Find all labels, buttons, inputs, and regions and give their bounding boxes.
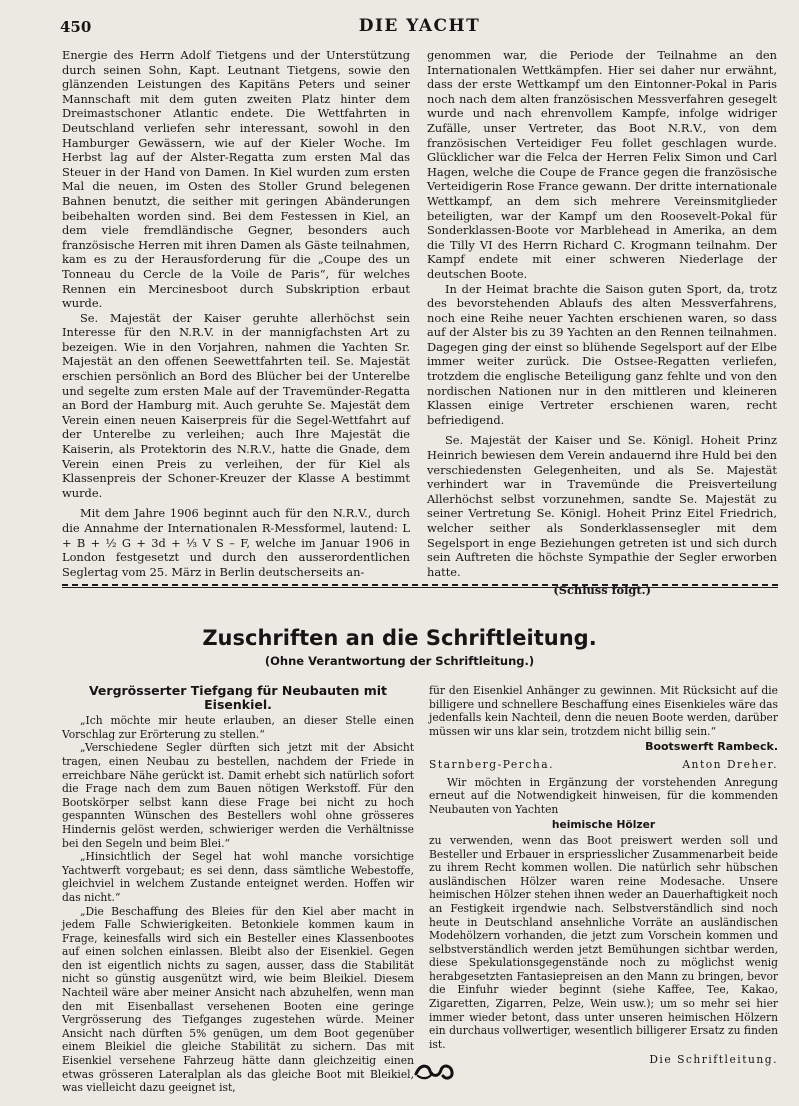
- paragraph: genommen war, die Periode der Teilnahme an den Internationalen Wettkämpfen. Hier sei daher nur erwähnt, dass der erste Wettkampf um den Eintonner-Pokal in Paris noch nach dem alten französischen Messverfahren gesegelt wurde und nach ehrenvollem Kampfe, infolge widriger Zufälle, unser Vertreter, das Boot N.R.V., von dem französischen Verteidiger Feu follet geschlagen wurde. Glücklicher war die Felca der Herren Felix Simon und Carl Hagen, welche die Coupe de France gegen die französische Verteidigerin Rose France gewann. Der dritte internationale Wettkampf, an dem sich mehrere Vereinsmitglieder beteiligten, war der Kampf um den Roosevelt-Pokal für Sonderklassen-Boote vor Marblehead in Amerika, an dem die Tilly VI des Herrn Richard C. Krogmann teilnahm. Der Kampf endete mit einer schweren Niederlage der deutschen Boote.: [427, 48, 777, 281]
- letter-person: Anton Dreher.: [682, 757, 778, 771]
- article-column-left: [62, 48, 410, 579]
- emphasis-heading: heimische Hölzer: [551, 818, 656, 832]
- letter-place: Starnberg-Percha.: [429, 757, 554, 771]
- paragraph: zu verwenden, wenn das Boot preiswert werden soll und Besteller und Erbauer in erspriesslicher Zusammenarbeit beide zu ihrem Recht kommen wollen. Die natürlich sehr hübschen ausländischen Hölzer waren reine Modesache. Unsere heimischen Hölzer stehen ihnen weder an Dauerhaftigkeit noch an Festigkeit irgendwie nach. Selbstverständlich sind noch heute in Deutschland ansehnliche Vorräte an ausländischen Modehölzern vorhanden, die jetzt zum Vorschein kommen und selbstverständlich werden jetzt Bemühungen sichtbar werden, diese Spekulationsgegenstände noch zu möglichst wenig herabgesetzten Fantasiepreisen an den Mann zu bringen, bevor die Einfuhr wieder beginnt (siehe Kaffee, Tee, Kakao, Zigaretten, Zigarren, Pelze, Wein usw.); um so mehr sei hier immer wieder betont, dass unter unseren heimischen Hölzern ein durchaus vollwertiger, wesentlich billigerer Ersatz zu finden ist.: [429, 833, 778, 1051]
- editor-signature: Die Schriftleitung.: [649, 1053, 778, 1067]
- paragraph: Wir möchten in Ergänzung der vorstehenden Anregung erneut auf die Notwendigkeit hinweisen, für die kommenden Neubauten von Yachten: [429, 775, 778, 816]
- section-divider-line: [62, 587, 778, 588]
- paragraph: „Ich möchte mir heute erlauben, an dieser Stelle einen Vorschlag zur Erörterung zu stellen.“: [62, 714, 414, 741]
- running-title: DIE YACHT: [358, 16, 481, 36]
- paragraph: „Verschiedene Segler dürften sich jetzt mit der Absicht tragen, einen Neubau zu bestellen, nachdem der Friede in erreichbare Nähe gerückt ist. Damit erhebt sich natürlich sofort die Frage nach dem zum Bauen nötigen Werkstoff. Für den Bootskörper selbst kann diese Frage bei nicht zu hoch gespannten Wünschen des Bestellers wohl ohne grösseres Hindernis gelöst werden, schwieriger werden die Verhältnisse bei den Segeln und beim Blei.“: [62, 741, 414, 850]
- section-divider: [62, 584, 778, 586]
- section-title: Zuschriften an die Schriftleitung.: [202, 626, 597, 650]
- letter-column-right: [429, 684, 778, 1067]
- letter-sender: Bootswerft Rambeck.: [645, 740, 778, 754]
- page-number: 450: [60, 18, 92, 36]
- paragraph: Se. Majestät der Kaiser und Se. Königl. Hoheit Prinz Heinrich bewiesen dem Verein andauernd ihre Huld bei den verschiedensten Gelegenheiten, und als Se. Majestät verhindert war in Travemünde die Preisverteilung Allerhöchst selbst vorzunehmen, sandte Se. Majestät zu seiner Vertretung Se. Königl. Hoheit Prinz Eitel Friedrich, welcher seither als Sonderklassensegler mit dem Segelsport in enge Beziehungen getreten ist und sich durch sein Auftreten die höchste Sympathie der Segler erworben hatte.: [427, 433, 777, 579]
- paragraph: „Hinsichtlich der Segel hat wohl manche vorsichtige Yachtwerft vorgebaut; es sei denn, dass sämtliche Webestoffe, gleichviel in welchem Zustande enteignet werden. Hoffen wir das nicht.“: [62, 850, 414, 904]
- section-subtitle: (Ohne Verantwortung der Schriftleitung.): [264, 654, 535, 668]
- continued-note: (Schluss folgt.): [553, 583, 651, 598]
- letter-title: Vergrösserter Tiefgang für Neubauten mit Eisenkiel.: [88, 683, 388, 712]
- paragraph: In der Heimat brachte die Saison guten Sport, da, trotz des bevorstehenden Ablaufs des alten Messverfahrens, noch eine Reihe neuer Yachten erschienen waren, so dass auf der Alster bis zu 39 Yachten an den Rennen teilnahmen. Dagegen ging der einst so blühende Segelsport auf der Elbe immer weiter zurück. Die Ostsee-Regatten verliefen, trotzdem die englische Beteiligung ganz fehlte und von den nordischen Nationen nur in den mittleren und kleineren Klassen einige Vertreter erschienen waren, recht befriedigend.: [427, 281, 777, 427]
- ornament-icon: [412, 1058, 456, 1082]
- paragraph: Mit dem Jahre 1906 beginnt auch für den N.R.V., durch die Annahme der Internationalen R-Messformel, lautend: L + B + ½ G + 3d + ⅓ V S – F, welche im Januar 1906 in London festgesetzt und durch den ausserordentlichen Seglertag vom 25. März in Berlin deutscherseits an-: [62, 506, 410, 579]
- paragraph: für den Eisenkiel Anhänger zu gewinnen. Mit Rücksicht auf die billigere und schnellere Beschaffung eines Eisenkieles wäre das jedenfalls kein Nachteil, denn die neuen Boote werden, darüber müssen wir uns klar sein, trotzdem nicht billig sein.“: [429, 684, 778, 738]
- letter-column-left: [62, 684, 414, 1095]
- paragraph: Se. Majestät der Kaiser geruhte allerhöchst sein Interesse für den N.R.V. in der mannigfachsten Art zu bezeigen. Wie in den Vorjahren, nahmen die Yachten Sr. Majestät an den offenen Seewettfahrten teil. Se. Majestät erschien persönlich an Bord des Blücher bei der Unterelbe und segelte zum ersten Male auf der Travemünder-Regatta an Bord der Hamburg mit. Auch geruhte Se. Majestät dem Verein einen neuen Kaiserpreis für die Segel-Wettfahrt auf der Unterelbe zu verleihen; auch Ihre Majestät die Kaiserin, als Protektorin des N.R.V., hatte die Gnade, dem Verein einen Preis zu verleihen, der für Kiel als Klassenpreis der Schoner-Kreuzer der Klasse A bestimmt wurde.: [62, 310, 410, 500]
- page-header: [60, 16, 779, 40]
- letter-signature-row: [429, 758, 778, 772]
- article-column-right: [427, 48, 777, 598]
- paragraph: Energie des Herrn Adolf Tietgens und der Unterstützung durch seinen Sohn, Kapt. Leutnant Tietgens, sowie den glänzenden Leistungen des Kapitäns Peters und seiner Mannschaft mit dem guten zweiten Platz hinter dem Dreimastschoner Atlantic endete. Die Wettfahrten in Deutschland verliefen sehr interessant, sowohl in den Hamburger Gewässern, wie auf der Kieler Woche. Im Herbst lag auf der Alster-Regatta zum ersten Mal das Steuer in der Hand von Damen. In Kiel wurden zum ersten Mal die neuen, im Osten des Stoller Grund belegenen Bahnen benutzt, die seither mit geringen Abänderungen beibehalten worden sind. Bei dem Festessen in Kiel, an dem viele fremdländische Gegner, besonders auch französische Herren mit ihren Damen als Gäste teilnahmen, kam es zu der Herausforderung für die „Coupe des un Tonneau du Cercle de la Voile de Paris“, für welches Rennen ein Mercinesboot durch Subskription erbaut wurde.: [62, 48, 410, 311]
- paragraph: „Die Beschaffung des Bleies für den Kiel aber macht in jedem Falle Schwierigkeiten. Betonkiele kommen kaum in Frage, keinesfalls wird sich ein Besteller eines Klassenbootes auf einen solchen einlassen. Bleibt also der Eisenkiel. Gegen den ist eigentlich nichts zu sagen, ausser, dass die Stabilität nicht so günstig ausgenützt wird, wie beim Bleikiel. Diesem Nachteil wäre aber meiner Ansicht nach abzuhelfen, wenn man den mit Eisenballast versehenen Booten eine geringe Vergrösserung des Tiefganges zugestehen würde. Meiner Ansicht nach dürften 5% genügen, um dem Boot gegenüber einem Bleikiel die gleiche Stabilität zu sichern. Das mit Eisenkiel versehene Fahrzeug hätte dann gleichzeitig einen etwas grösseren Lateralplan als das gleiche Boot mit Bleikiel, was vielleicht dazu geeignet ist,: [62, 904, 414, 1095]
